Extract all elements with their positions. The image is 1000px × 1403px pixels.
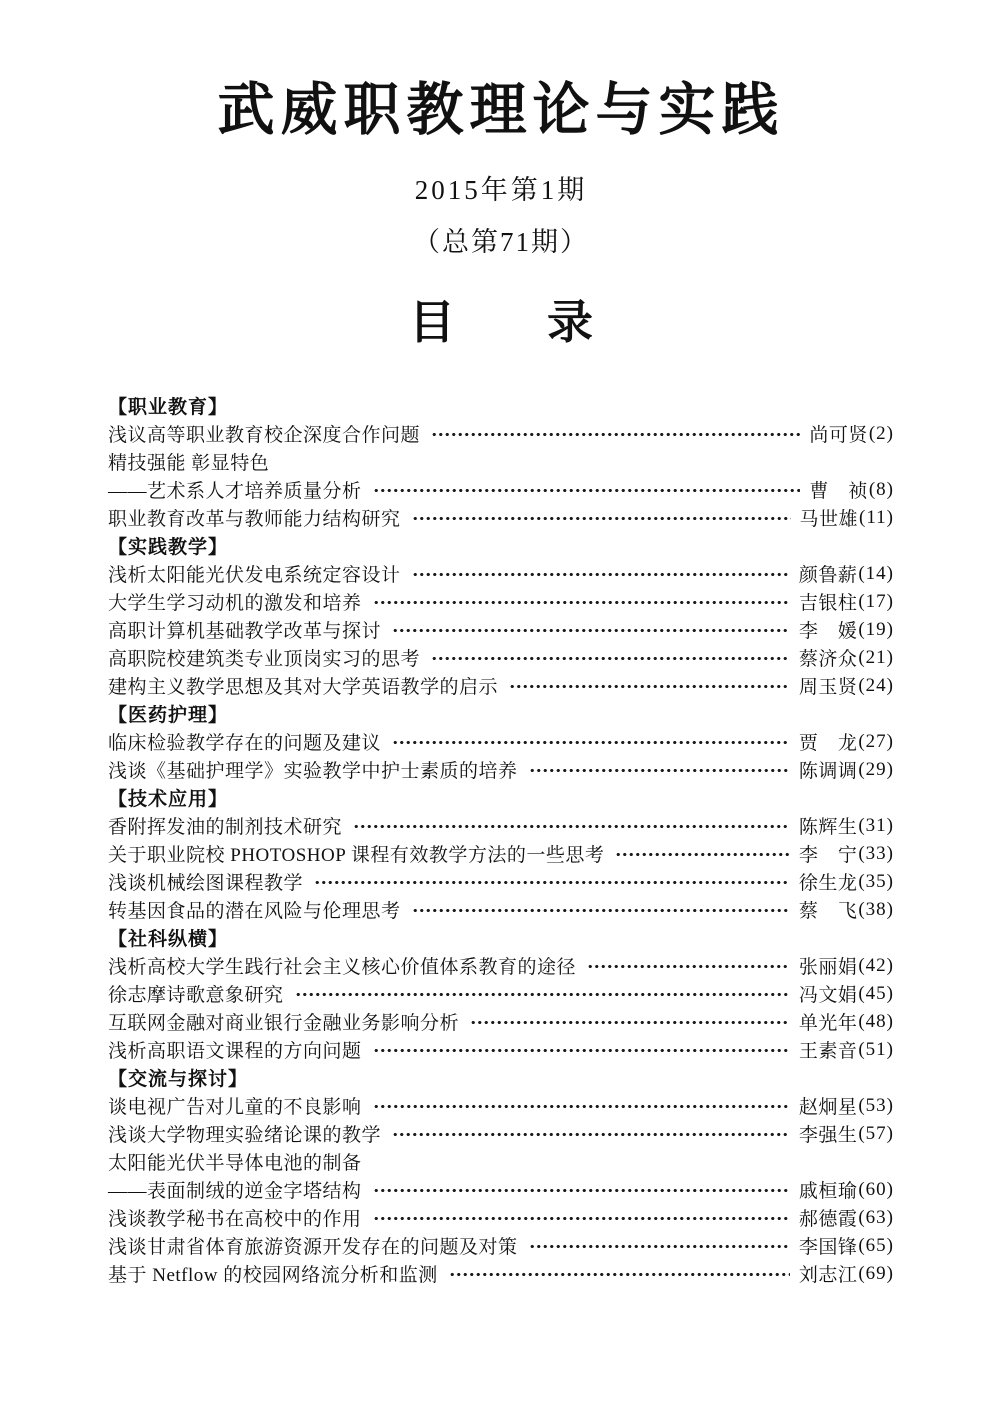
dot-leader: [412, 571, 790, 578]
toc-entry: [108, 1120, 894, 1148]
entry-title-text: 香附挥发油的制剂技术研究: [108, 817, 343, 839]
entry-page-number: (65): [858, 1234, 894, 1256]
entry-title-text: 基于 Netflow 的校园网络流分析和监测: [108, 1265, 438, 1287]
dot-leader: [373, 1215, 790, 1222]
entry-title-text: ——艺术系人才培养质量分析: [108, 481, 362, 503]
entry-author: 李 宁: [798, 845, 858, 867]
entry-author: 吉银柱: [798, 593, 858, 615]
toc-entry: [108, 840, 894, 868]
entry-author: 冯文娟: [798, 985, 858, 1007]
entry-author: 陈调调: [798, 761, 858, 783]
entry-author: 蔡济众: [798, 649, 858, 671]
entry-author: 李强生: [798, 1125, 858, 1147]
entry-title-text: 浅谈《基础护理学》实验教学中护士素质的培养: [108, 761, 518, 783]
dot-leader: [373, 599, 790, 606]
entry-author: 贾 龙: [798, 733, 858, 755]
toc-entry: [108, 728, 894, 756]
masthead: [108, 0, 894, 350]
entry-title-text: 浅谈大学物理实验绪论课的教学: [108, 1125, 382, 1147]
entry-title-text: 浅谈甘肃省体育旅游资源开发存在的问题及对策: [108, 1237, 518, 1259]
toc-list: [108, 392, 894, 1288]
entry-page-number: (19): [858, 618, 894, 640]
toc-entry: [108, 812, 894, 840]
entry-title-text: 建构主义教学思想及其对大学英语教学的启示: [108, 677, 499, 699]
toc-entry: [108, 952, 894, 980]
entry-page-number: (48): [858, 1010, 894, 1032]
entry-pretitle-text: 太阳能光伏半导体电池的制备: [108, 1153, 362, 1175]
entry-title-text: ——表面制绒的逆金字塔结构: [108, 1181, 362, 1203]
entry-title-text: 职业教育改革与教师能力结构研究: [108, 509, 401, 531]
entry-author: 郝德霞: [798, 1209, 858, 1231]
entry-page-number: (35): [858, 870, 894, 892]
toc-entry: [108, 616, 894, 644]
section-header: 【社科纵横】: [108, 929, 229, 951]
entry-title-text: 大学生学习动机的激发和培养: [108, 593, 362, 615]
entry-author: 周玉贤: [798, 677, 858, 699]
dot-leader: [392, 1131, 790, 1138]
entry-title-text: 转基因食品的潜在风险与伦理思考: [108, 901, 401, 923]
entry-page-number: (14): [858, 562, 894, 584]
entry-page-number: (42): [858, 954, 894, 976]
entry-page-number: (27): [858, 730, 894, 752]
entry-title-text: 浅析太阳能光伏发电系统定容设计: [108, 565, 401, 587]
entry-page-number: (63): [858, 1206, 894, 1228]
entry-page-number: (8): [868, 478, 894, 500]
entry-page-number: (31): [858, 814, 894, 836]
entry-author: 李国锋: [798, 1237, 858, 1259]
entry-title-text: 浅谈机械绘图课程教学: [108, 873, 304, 895]
toc-entry: [108, 896, 894, 924]
entry-author: 赵炯星: [798, 1097, 858, 1119]
entry-page-number: (57): [858, 1122, 894, 1144]
entry-pretitle-text: 精技强能 彰显特色: [108, 453, 270, 475]
section-header: 【职业教育】: [108, 397, 229, 419]
entry-page-number: (38): [858, 898, 894, 920]
toc-entry: [108, 588, 894, 616]
toc-entry: [108, 1092, 894, 1120]
entry-page-number: (60): [858, 1178, 894, 1200]
toc-entry: [108, 504, 894, 532]
section-header: 【医药护理】: [108, 705, 229, 727]
dot-leader: [412, 515, 791, 522]
issue-line: 2015年第1期: [414, 174, 588, 205]
entry-page-number: (51): [858, 1038, 894, 1060]
entry-title-text: 徐志摩诗歌意象研究: [108, 985, 284, 1007]
journal-title: 武威职教理论与实践: [217, 79, 785, 142]
entry-author: 颜鲁薪: [798, 565, 858, 587]
dot-leader: [509, 683, 790, 690]
section-header: 【实践教学】: [108, 537, 229, 559]
dot-leader: [373, 1103, 790, 1110]
section-header: 【交流与探讨】: [108, 1069, 249, 1091]
entry-author: 徐生龙: [798, 873, 858, 895]
dot-leader: [295, 991, 790, 998]
entry-title-text: 浅析高校大学生践行社会主义核心价值体系教育的途径: [108, 957, 577, 979]
dot-leader: [470, 1019, 790, 1026]
dot-leader: [431, 655, 790, 662]
entry-title-text: 互联网金融对商业银行金融业务影响分析: [108, 1013, 460, 1035]
toc-entry: [108, 756, 894, 784]
toc-entry-pretitle: [108, 448, 894, 476]
toc-entry: [108, 980, 894, 1008]
dot-leader: [373, 1047, 790, 1054]
toc-entry: [108, 1204, 894, 1232]
dot-leader: [392, 627, 790, 634]
entry-author: 刘志江: [798, 1265, 858, 1287]
dot-leader: [353, 823, 790, 830]
entry-page-number: (45): [858, 982, 894, 1004]
toc-entry: [108, 420, 894, 448]
entry-page-number: (17): [858, 590, 894, 612]
toc-entry: [108, 476, 894, 504]
dot-leader: [431, 431, 800, 438]
entry-title-text: 高职院校建筑类专业顶岗实习的思考: [108, 649, 421, 671]
toc-entry: [108, 1036, 894, 1064]
dot-leader: [392, 739, 790, 746]
entry-page-number: (2): [868, 422, 894, 444]
entry-page-number: (53): [858, 1094, 894, 1116]
entry-author: 单光年: [798, 1013, 858, 1035]
entry-page-number: (11): [859, 506, 894, 528]
entry-author: 戚桓瑜: [798, 1181, 858, 1203]
entry-title-text: 高职计算机基础教学改革与探讨: [108, 621, 382, 643]
dot-leader: [412, 907, 790, 914]
entry-author: 曹 祯: [809, 481, 868, 503]
entry-author: 蔡 飞: [798, 901, 858, 923]
section-header: 【技术应用】: [108, 789, 229, 811]
toc-entry: [108, 672, 894, 700]
entry-title-text: 临床检验教学存在的问题及建议: [108, 733, 382, 755]
entry-title-text: 浅议高等职业教育校企深度合作问题: [108, 425, 421, 447]
entry-author: 尚可贤: [809, 425, 868, 447]
dot-leader: [615, 851, 789, 858]
entry-title-text: 关于职业院校 PHOTOSHOP 课程有效教学方法的一些思考: [108, 845, 605, 867]
dot-leader: [587, 963, 790, 970]
dot-leader: [529, 767, 790, 774]
entry-page-number: (24): [858, 674, 894, 696]
toc-entry: [108, 868, 894, 896]
dot-leader: [529, 1243, 790, 1250]
entry-author: 王素音: [798, 1041, 858, 1063]
entry-title-text: 谈电视广告对儿童的不良影响: [108, 1097, 362, 1119]
toc-heading: 目 录: [409, 296, 593, 348]
entry-title-text: 浅析高职语文课程的方向问题: [108, 1041, 362, 1063]
toc-entry: [108, 560, 894, 588]
toc-entry: [108, 1260, 894, 1288]
toc-entry: [108, 1232, 894, 1260]
entry-page-number: (33): [858, 842, 894, 864]
entry-author: 陈辉生: [798, 817, 858, 839]
toc-entry: [108, 1176, 894, 1204]
toc-entry: [108, 1008, 894, 1036]
dot-leader: [314, 879, 790, 886]
entry-author: 马世雄: [799, 509, 859, 531]
entry-page-number: (29): [858, 758, 894, 780]
entry-author: 李 媛: [798, 621, 858, 643]
toc-entry-pretitle: [108, 1148, 894, 1176]
entry-page-number: (69): [858, 1262, 894, 1284]
volume-line: （总第71期）: [413, 226, 589, 257]
dot-leader: [373, 1187, 790, 1194]
entry-page-number: (21): [858, 646, 894, 668]
entry-author: 张丽娟: [798, 957, 858, 979]
dot-leader: [449, 1271, 790, 1278]
entry-title-text: 浅谈教学秘书在高校中的作用: [108, 1209, 362, 1231]
toc-entry: [108, 644, 894, 672]
dot-leader: [373, 487, 801, 494]
